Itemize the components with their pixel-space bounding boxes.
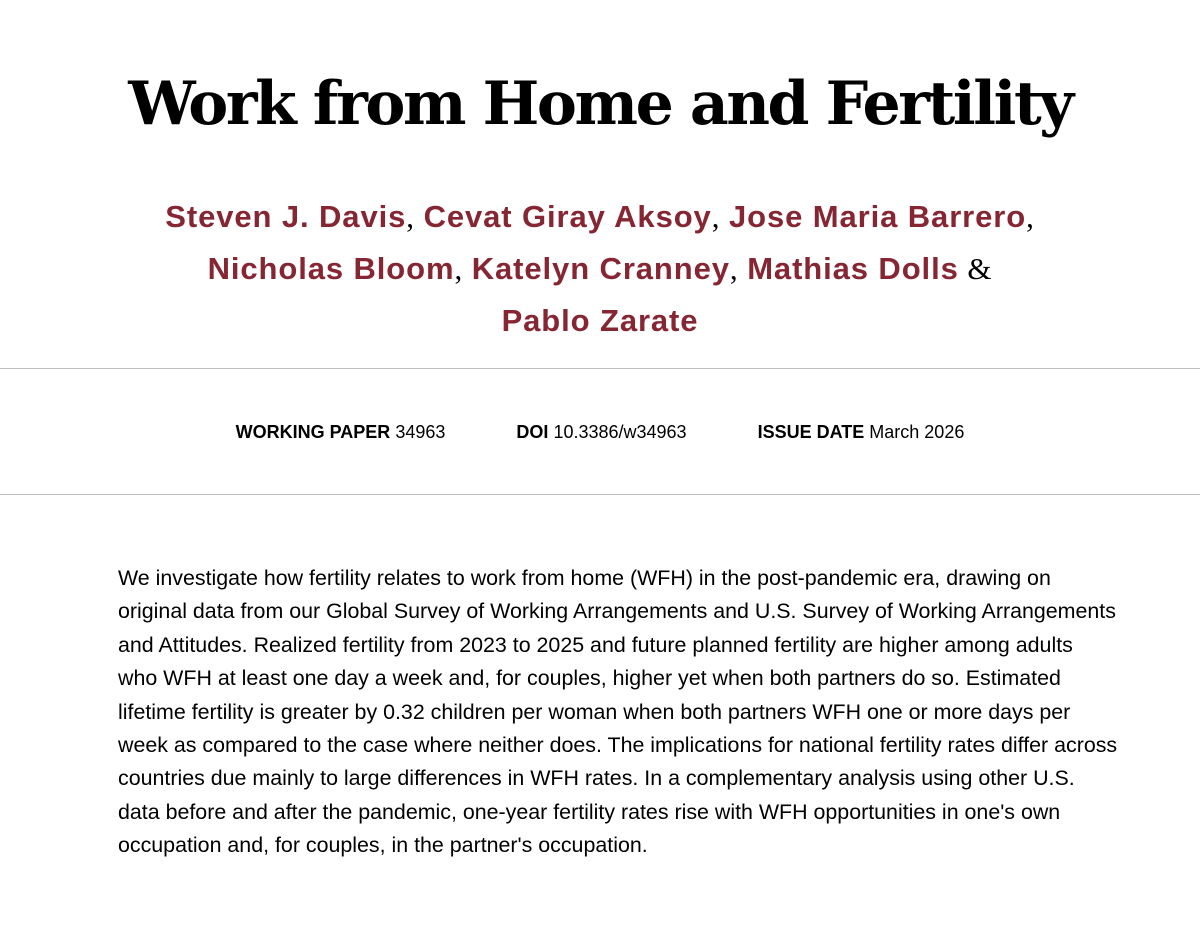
paper-title: Work from Home and Fertility: [128, 69, 1072, 139]
author-link[interactable]: Cevat Giray Aksoy: [423, 199, 712, 234]
doi-value[interactable]: 10.3386/w34963: [553, 422, 687, 442]
doi-label: DOI: [516, 422, 549, 442]
author-link[interactable]: Mathias Dolls: [747, 251, 959, 286]
author-separator: ,: [711, 199, 729, 234]
doi: [516, 420, 686, 444]
divider-bottom: [0, 494, 1200, 495]
author-link[interactable]: Jose Maria Barrero: [729, 199, 1027, 234]
working-paper-label: WORKING PAPER: [235, 422, 391, 442]
author-separator: ,: [1026, 199, 1035, 234]
working-paper-number: [236, 420, 446, 444]
author-separator: &: [958, 251, 993, 286]
issue-date: [758, 420, 965, 444]
author-link[interactable]: Steven J. Davis: [165, 199, 407, 234]
author-link[interactable]: Nicholas Bloom: [207, 251, 455, 286]
issue-date-value: March 2026: [869, 422, 965, 442]
author-list: [100, 191, 1100, 347]
author-separator: ,: [729, 251, 748, 286]
divider-top: [0, 368, 1200, 369]
author-separator: ,: [406, 199, 424, 234]
paper-metadata: [0, 420, 1200, 444]
author-separator: ,: [454, 251, 472, 286]
working-paper-value: 34963: [395, 422, 446, 442]
abstract-text: We investigate how fertility relates to work from home (WFH) in the post-pandemic era, drawing on original data from our Global Survey of Working Arrangements and U.S. Survey of Working Arrangements and Attitudes. Realized fertility from 2023 to 2025 and future planned fertility are higher among adults who WFH at least one day a week and, for couples, higher yet when both partners do so. Estimated lifetime fertility is greater by 0.32 children per woman when both partners WFH one or more days per week as compared to the case where neither does. The implications for national fertility rates differ across countries due mainly to large differences in WFH rates. In a complementary analysis using other U.S. data before and after the pandemic, one-year fertility rates rise with WFH opportunities in one's own occupation and, for couples, in the partner's occupation.: [118, 566, 1118, 858]
issue-date-label: ISSUE DATE: [757, 422, 865, 442]
author-link[interactable]: Pablo Zarate: [501, 303, 699, 338]
author-link[interactable]: Katelyn Cranney: [471, 251, 730, 286]
